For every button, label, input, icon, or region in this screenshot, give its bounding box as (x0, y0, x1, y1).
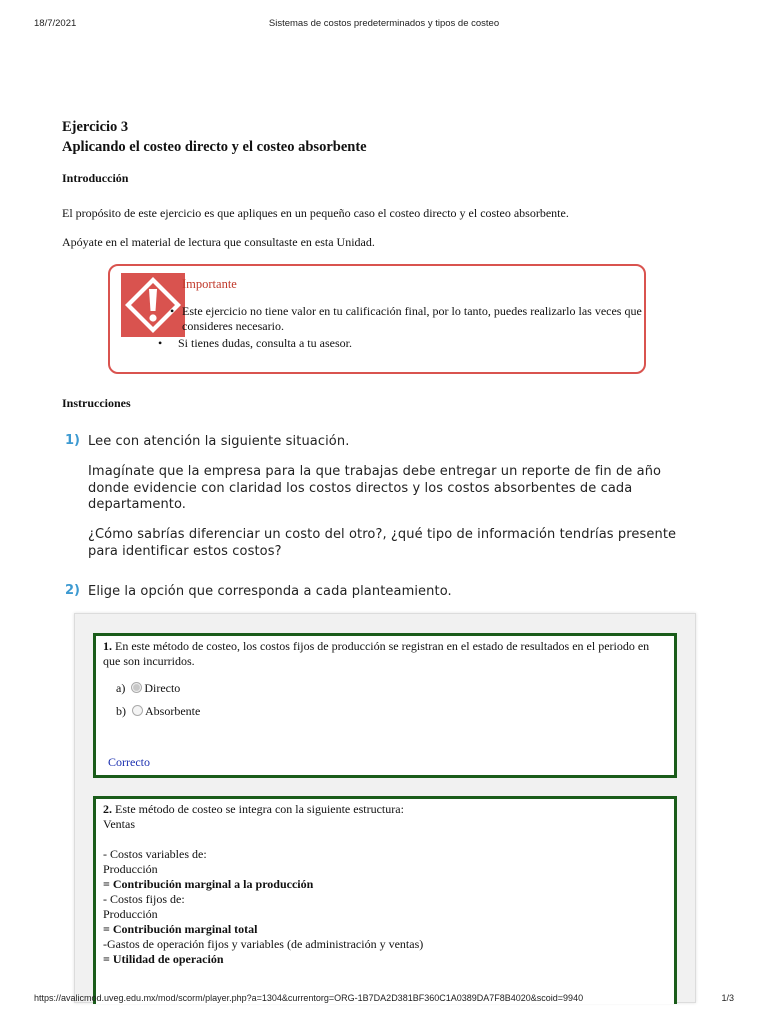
step-number-2: 2) (65, 583, 80, 598)
structure-line: = Contribución marginal total (103, 922, 258, 936)
question-2 (93, 796, 677, 1004)
exercise-number: Ejercicio 3 (62, 119, 129, 135)
structure-line: - Costos fijos de: (103, 892, 185, 906)
step-2-line-1: Elige la opción que corresponda a cada planteamiento. (88, 584, 452, 599)
structure-line: = Utilidad de operación (103, 952, 224, 966)
important-list (158, 304, 642, 351)
step-1-line-1: Lee con atención la siguiente situación. (88, 434, 350, 449)
print-date: 18/7/2021 (34, 18, 77, 29)
step-number-1: 1) (65, 433, 80, 448)
option-absorbente[interactable]: b) Absorbente (116, 704, 201, 718)
bullet: • (158, 336, 163, 350)
step-1-line-2: Imagínate que la empresa para la que trabajas debe entregar un reporte de fin de año donde evidencie con claridad los costos directos y los costos absorbentes de cada departamento. (88, 464, 662, 512)
intro-heading: Introducción (62, 171, 129, 185)
print-title: Sistemas de costos predeterminados y tipos de costeo (268, 18, 500, 29)
structure-line (103, 832, 667, 847)
exercise-name: Aplicando el costeo directo y el costeo absorbente (62, 139, 367, 155)
print-header (0, 18, 768, 32)
important-title: Importante (182, 277, 237, 291)
structure-line: - Costos variables de: (103, 847, 207, 861)
intro-paragraph-1: El propósito de este ejercicio es que apliques en un pequeño caso el costeo directo y el costeo absorbente. (62, 206, 569, 220)
instructions-heading: Instrucciones (62, 396, 131, 410)
option-directo[interactable]: a) Directo (116, 681, 181, 695)
intro-paragraph-2: Apóyate en el material de lectura que consultaste en esta Unidad. (62, 235, 375, 249)
structure-line: Ventas (103, 817, 135, 831)
radio-absorbente[interactable] (132, 705, 143, 716)
structure-line: Producción (103, 907, 158, 921)
important-box (108, 264, 646, 374)
bullet: • (170, 304, 175, 318)
print-url: https://avalicmod.uveg.edu.mx/mod/scorm/player.php?a=1304&currentorg=ORG-1B7DA2D381BF360C1A0389DA7F8B4020&scoid=9940 (34, 993, 584, 1003)
question-1-text: 1. En este método de costeo, los costos fijos de producción se registran en el estado de resultados en el periodo en que son incurridos. (103, 639, 650, 668)
warning-exclamation-icon (121, 273, 185, 337)
structure-line: -Gastos de operación fijos y variables (de administración y ventas) (103, 937, 424, 951)
quiz-panel (74, 613, 696, 1003)
exercise-title (62, 117, 367, 157)
important-item: • Este ejercicio no tiene valor en tu calificación final, por lo tanto, puedes realizarlo las veces que consideres necesario. (170, 304, 642, 333)
structure-line: Producción (103, 862, 158, 876)
question-2-text: 2. Este método de costeo se integra con la siguiente estructura: (103, 802, 404, 816)
feedback-correct: Correcto (108, 755, 150, 769)
important-item: • Si tienes dudas, consulta a tu asesor. (158, 336, 352, 350)
step-1-line-3: ¿Cómo sabrías diferenciar un costo del otro?, ¿qué tipo de información tendrías presente para identificar estos costos? (88, 527, 677, 559)
radio-directo[interactable] (131, 682, 142, 693)
question-1 (93, 633, 677, 778)
structure-line: = Contribución marginal a la producción (103, 877, 314, 891)
page-number: 1/3 (721, 993, 734, 1003)
